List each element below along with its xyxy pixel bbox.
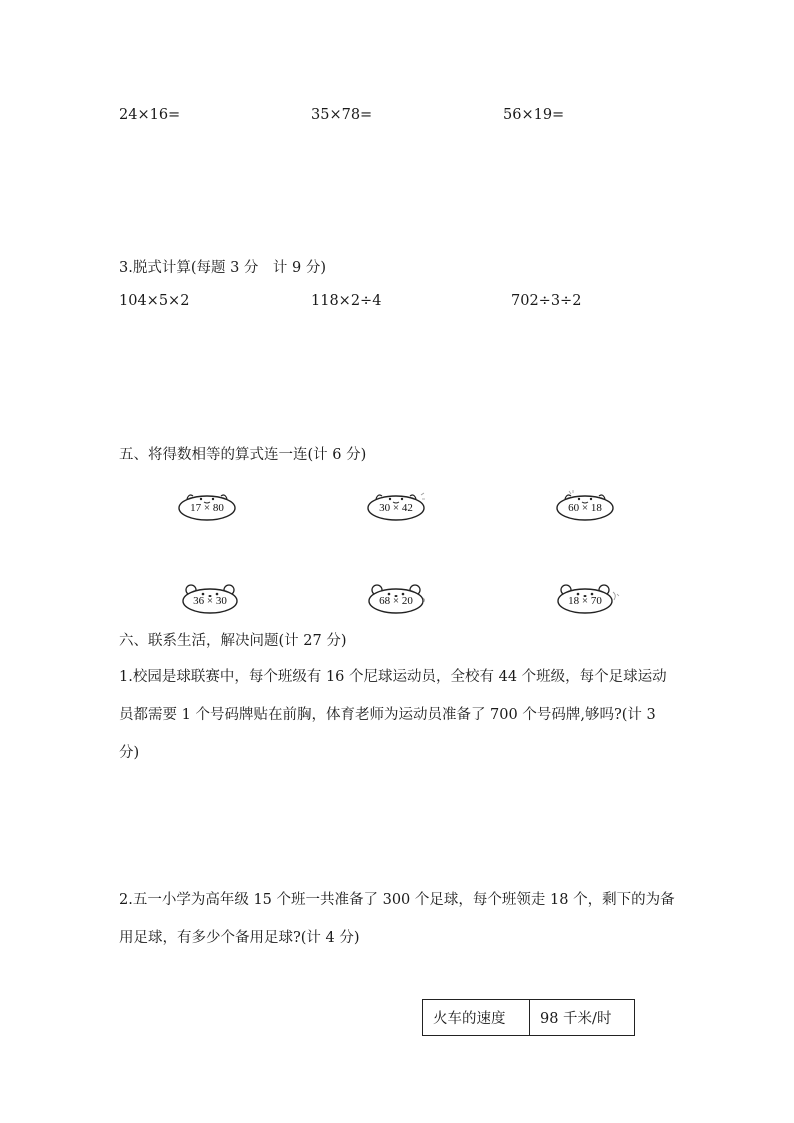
train-speed-value: 98 千米/时 <box>530 1000 635 1036</box>
section-6-title: 六、联系生活，解决问题(计 27 分) <box>119 633 347 649</box>
match-badge-top-1[interactable] <box>177 487 237 523</box>
match-badge-bottom-1[interactable] <box>180 580 240 616</box>
match-badge-bottom-3[interactable] <box>555 580 615 616</box>
section-3-title: 3.脱式计算(每题 3 分 计 9 分) <box>119 260 327 276</box>
match-badge-top-2[interactable] <box>366 487 426 523</box>
badge-expression: 36 × 30 <box>193 595 227 607</box>
match-badge-top-3[interactable] <box>555 487 615 523</box>
stepwise-item-1: 104×5×2 <box>119 293 190 309</box>
word-problem-1: 1.校园是球联赛中，每个班级有 16 个尼球运动员，全校有 44 个班级，每个足球运动员都需要 1 个号码牌贴在前胸，体育老师为运动员准备了 700 个号码牌,够吗?(计 3 分) <box>119 669 667 761</box>
badge-expression: 60 × 18 <box>568 502 602 514</box>
calc-item-2: 35×78= <box>311 107 373 123</box>
match-badge-bottom-2[interactable] <box>366 580 426 616</box>
badge-expression: 68 × 20 <box>379 595 413 607</box>
badge-expression: 30 × 42 <box>379 502 413 514</box>
section-5-title: 五、将得数相等的算式连一连(计 6 分) <box>119 447 367 463</box>
calc-item-3: 56×19= <box>503 107 565 123</box>
stepwise-item-3: 702÷3÷2 <box>511 293 582 309</box>
table-row <box>423 1000 635 1036</box>
stepwise-item-2: 118×2÷4 <box>311 293 382 309</box>
badge-expression: 18 × 70 <box>568 595 602 607</box>
train-speed-label: 火车的速度 <box>423 1000 530 1036</box>
word-problem-2: 2.五一小学为高年级 15 个班一共准备了 300 个足球，每个班领走 18 个，剩下的为备用足球，有多少个备用足球?(计 4 分) <box>119 892 675 946</box>
badge-expression: 17 × 80 <box>190 502 224 514</box>
calc-item-1: 24×16= <box>119 107 181 123</box>
train-speed-table <box>422 999 635 1036</box>
